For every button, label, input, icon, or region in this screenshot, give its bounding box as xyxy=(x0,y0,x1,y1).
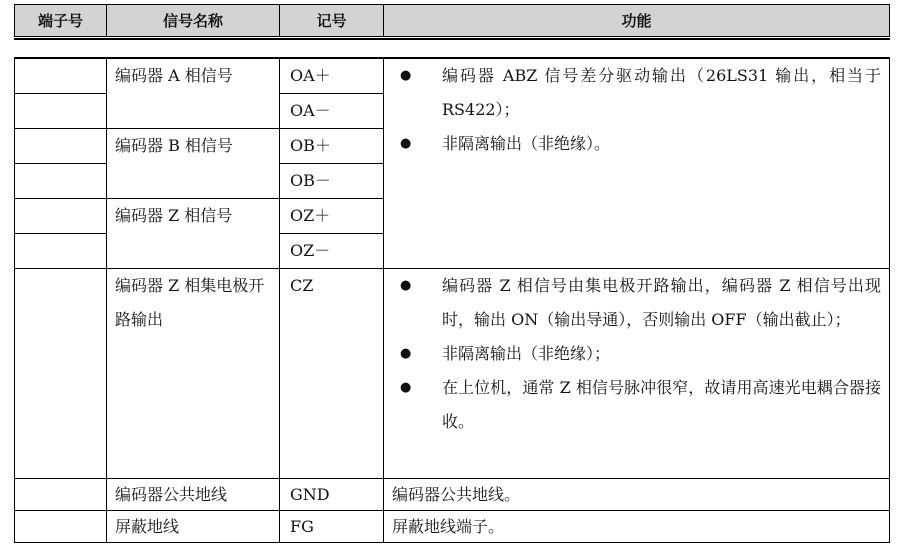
symbol-ob-minus: OB－ xyxy=(280,164,384,199)
terminal-cell xyxy=(15,479,107,511)
table-row-fg xyxy=(15,511,890,543)
header-function: 功能 xyxy=(384,5,890,37)
signal-table xyxy=(14,57,890,543)
signal-name-ob: 编码器 B 相信号 xyxy=(107,129,280,199)
bullet-icon: ● xyxy=(400,68,412,83)
bullet-icon: ● xyxy=(400,346,412,361)
terminal-cell xyxy=(15,269,107,479)
function-fg: 屏蔽地线端子。 xyxy=(384,511,890,543)
header-terminal: 端子号 xyxy=(15,5,107,37)
function-list xyxy=(398,269,881,439)
list-item: ● 非隔离输出（非绝缘）； xyxy=(398,337,881,371)
bullet-icon: ● xyxy=(400,278,412,293)
signal-name-oa: 编码器 A 相信号 xyxy=(107,58,280,129)
symbol-oz-plus: OZ＋ xyxy=(280,199,384,234)
symbol-ob-plus: OB＋ xyxy=(280,129,384,164)
table-row-gnd xyxy=(15,479,890,511)
header-signal-name: 信号名称 xyxy=(107,5,280,37)
terminal-cell xyxy=(15,129,107,164)
table-row-cz xyxy=(15,269,890,479)
symbol-oz-minus: OZ－ xyxy=(280,234,384,269)
header-rule xyxy=(14,38,890,40)
header-symbol: 记号 xyxy=(280,5,384,37)
terminal-cell xyxy=(15,199,107,234)
list-item: ● 编码器 ABZ 信号差分驱动输出（26LS31 输出，相当于 RS422）； xyxy=(398,59,881,127)
terminal-cell xyxy=(15,94,107,129)
signal-name-cz: 编码器 Z 相集电极开路输出 xyxy=(107,269,280,479)
signal-name-fg: 屏蔽地线 xyxy=(107,511,280,543)
symbol-gnd: GND xyxy=(280,479,384,511)
terminal-cell xyxy=(15,164,107,199)
list-item: ● 非隔离输出（非绝缘）。 xyxy=(398,127,881,161)
list-item: ● 编码器 Z 相信号由集电极开路输出，编码器 Z 相信号出现时，输出 ON（输出导通），否则输出 OFF（输出截止）； xyxy=(398,269,881,337)
function-gnd: 编码器公共地线。 xyxy=(384,479,890,511)
table-header xyxy=(14,4,890,37)
symbol-fg: FG xyxy=(280,511,384,543)
header-row xyxy=(15,5,890,37)
terminal-cell xyxy=(15,511,107,543)
symbol-oa-plus: OA＋ xyxy=(280,58,384,94)
function-diff-output xyxy=(384,58,890,269)
signal-name-gnd: 编码器公共地线 xyxy=(107,479,280,511)
bullet-icon: ● xyxy=(400,380,412,395)
symbol-oa-minus: OA－ xyxy=(280,94,384,129)
function-cz xyxy=(384,269,890,479)
terminal-cell xyxy=(15,234,107,269)
symbol-cz: CZ xyxy=(280,269,384,479)
table-row-oa-plus xyxy=(15,58,890,94)
terminal-cell xyxy=(15,58,107,94)
function-list xyxy=(398,59,881,161)
list-item: ● 在上位机，通常 Z 相信号脉冲很窄，故请用高速光电耦合器接收。 xyxy=(398,371,881,439)
bullet-icon: ● xyxy=(400,136,412,151)
signal-name-oz: 编码器 Z 相信号 xyxy=(107,199,280,269)
